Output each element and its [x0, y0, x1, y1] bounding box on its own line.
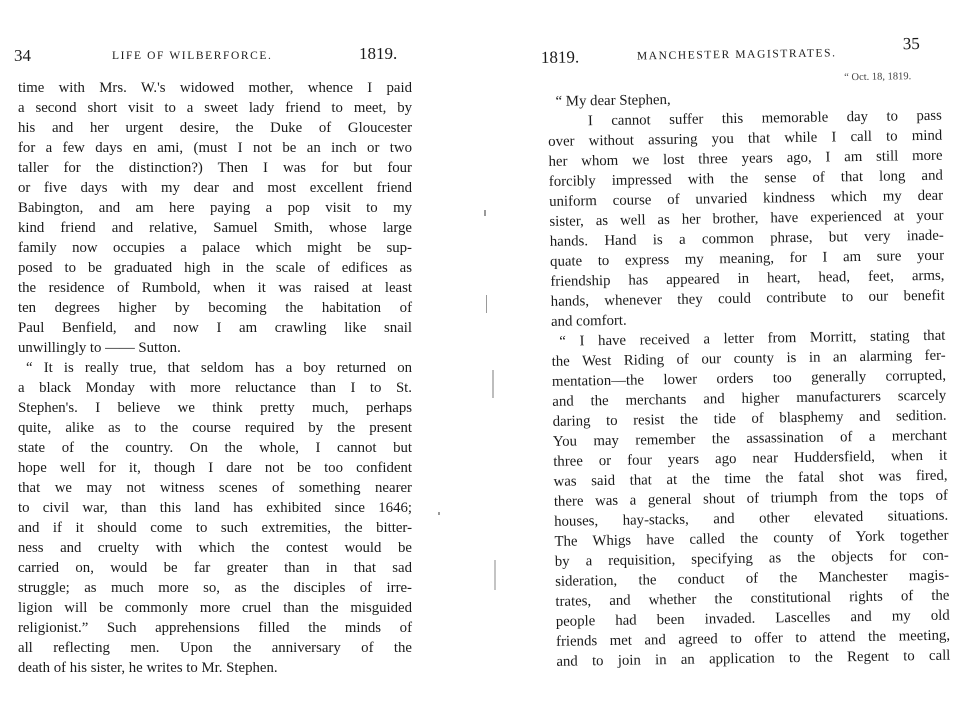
text-line: unwillingly to —— Sutton. [18, 340, 181, 356]
text-line: forcibly impressed with the sense of that long and [548, 167, 943, 190]
text-line: or five days with my dear and most excellent friend [18, 180, 412, 196]
text-line: death of his sister, he writes to Mr. Stephen. [18, 660, 278, 676]
text-line: by a requisition, specifying as the objects for con- [554, 547, 949, 570]
text-line: “ I have received a letter from Morritt, stating that [559, 327, 946, 350]
text-line: sister, as well as her brother, have experienced at your [549, 207, 944, 230]
text-line: quite, alike as to the course required by the present [18, 420, 412, 436]
text-line: ligion will be commonly more cruel than the misguided [18, 600, 412, 616]
text-line: a second short visit to a sweet lady friend to meet, by [18, 100, 412, 116]
text-line: kind friend and relative, Samuel Smith, whose large [18, 220, 412, 236]
text-line: and comfort. [550, 312, 627, 330]
text-line: state of the country. On the whole, I cannot but [18, 440, 412, 456]
text-line: and if it should come to such extremities, the bitter- [18, 520, 412, 536]
text-line: his and her urgent desire, the Duke of Gloucester [18, 120, 412, 136]
text-line: hands, whenever they could contribute to our benefit [550, 287, 945, 310]
text-line: mentation—the lower orders too generally corrupted, [551, 367, 947, 390]
right-running-title: MANCHESTER MAGISTRATES. [636, 47, 837, 63]
text-line: Babington, and am here paying a pop visit to my [18, 200, 412, 216]
text-line: houses, hay-stacks, and other elevated situations. [554, 507, 949, 530]
gutter-shadow [470, 150, 510, 600]
speck [486, 295, 487, 313]
speck [494, 560, 496, 590]
right-page [540, 0, 951, 705]
right-running-head [540, 34, 941, 68]
text-line: time with Mrs. W.'s widowed mother, whence I paid [18, 80, 412, 96]
text-line: hands. Hand is a common phrase, but very inade- [549, 227, 944, 250]
text-line: uniform course of unvaried kindness which my dear [549, 187, 944, 210]
text-line: ness and cruelty with which the contest would be [18, 540, 412, 556]
text-line: all reflecting men. Upon the anniversary of the [18, 640, 412, 656]
text-line: people had been invaded. Lascelles and my old [555, 607, 950, 630]
text-line: “ It is really true, that seldom has a boy returned on [26, 360, 412, 376]
letter-dateline: “ Oct. 18, 1819. [844, 71, 912, 84]
text-line: and the merchants and higher manufacturers scarcely [552, 387, 947, 410]
text-line: a black Monday with more reluctance than I to St. [18, 380, 412, 396]
text-line: family now occupies a palace which might be sup- [18, 240, 412, 256]
left-running-title: LIFE OF WILBERFORCE. [112, 50, 273, 62]
text-line: there was a general shout of triumph from the tops of [553, 487, 948, 510]
text-line: to civil war, than this land has exhibited since 1646; [18, 500, 412, 516]
text-line: friends met and agreed to offer to attend the meeting, [555, 627, 951, 650]
text-line: Paul Benfield, and now I am crawling like snail [18, 320, 412, 336]
text-line: the West Riding of our county is in an alarming fer- [551, 347, 946, 370]
right-page-number: 35 [902, 34, 920, 54]
right-body-text [547, 70, 950, 672]
text-line: friendship has appeared in heart, head, feet, arms, [550, 267, 945, 290]
text-line: ten degrees higher by becoming the habitation of [18, 300, 412, 316]
left-body-text [18, 78, 412, 678]
text-line: over without assuring you that while I call to mind [548, 127, 943, 150]
text-line: her whom we lost three years ago, I am still more [548, 147, 943, 170]
text-line: Stephen's. I believe we think pretty much, perhaps [18, 400, 412, 416]
text-line: The Whigs have called the county of York together [554, 527, 949, 550]
text-line: three or four years ago near Huddersfield, when it [553, 447, 948, 470]
text-line: for a few days en ami, (must I not be an inch or two [18, 140, 412, 156]
letter-salutation: “ My dear Stephen, [555, 91, 671, 110]
text-line: daring to resist the tide of blasphemy and sedition. [552, 407, 947, 430]
speck [438, 512, 440, 515]
text-line: was said that at the time the fatal shot was fired, [553, 467, 948, 490]
left-year: 1819. [359, 44, 398, 63]
text-line: carried on, would be far greater than in that sad [18, 560, 412, 576]
text-line: and to join in an application to the Regent to call [556, 647, 951, 670]
text-line: struggle; as much more so, as the disciples of irre- [18, 580, 412, 596]
text-line: posed to be graduated high in the scale of edifices as [18, 260, 412, 276]
text-line: religionist.” Such apprehensions filled the minds of [18, 620, 412, 636]
text-line: sideration, the conduct of the Manchester magis- [555, 567, 950, 590]
text-line: hope well for it, though I dare not be too confident [18, 460, 412, 476]
speck [484, 210, 486, 216]
text-line: You may remember the assassination of a merchant [552, 427, 948, 450]
speck [492, 370, 494, 398]
text-line: the residence of Rumbold, when it was raised at least [18, 280, 412, 296]
left-running-head [14, 44, 414, 68]
text-line: quate to express my meaning, for I am sure your [549, 247, 945, 270]
text-line: that we may not witness scenes of something nearer [18, 480, 412, 496]
left-page-number: 34 [14, 46, 31, 65]
text-line: trates, and whether the constitutional rights of the [555, 587, 950, 610]
right-year: 1819. [540, 47, 580, 67]
text-line: I cannot suffer this memorable day to pass [587, 107, 942, 130]
text-line: taller for the distinction?) Then I was for but four [18, 160, 412, 176]
left-page [14, 0, 414, 705]
